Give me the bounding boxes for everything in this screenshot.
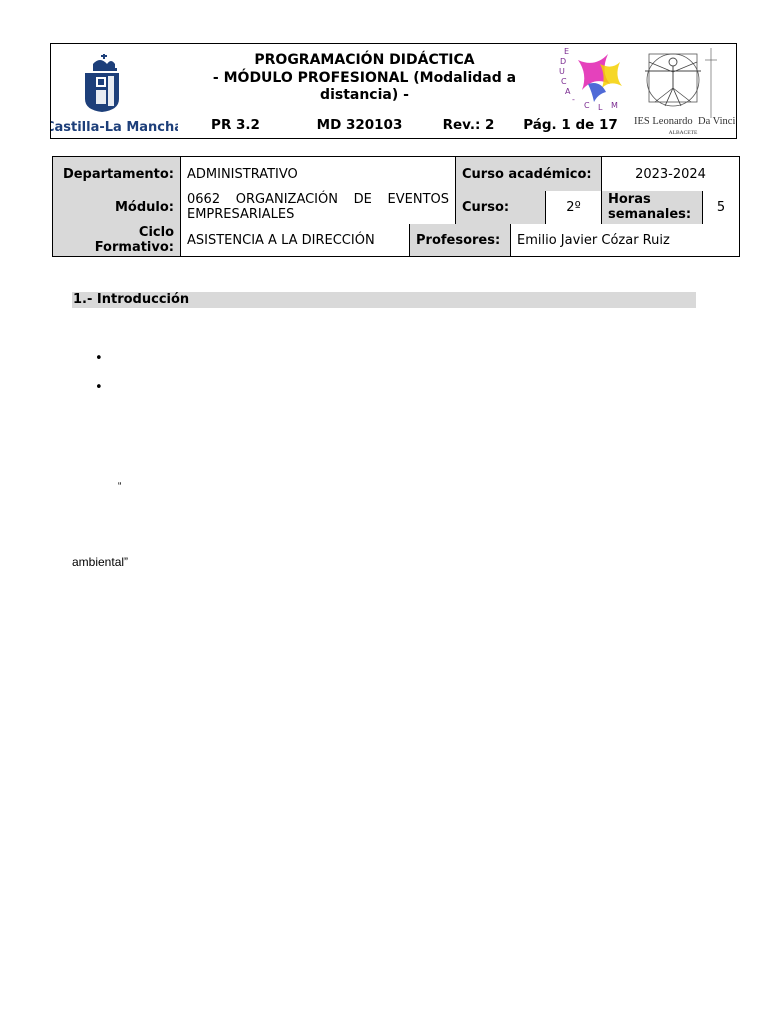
ciclo-label-line-1: Ciclo xyxy=(138,225,174,240)
educa-letter-a: A xyxy=(565,87,571,96)
educa-letter-d: D xyxy=(560,57,567,66)
educa-letter-u: U xyxy=(559,67,565,76)
curso-academico-value: 2023-2024 xyxy=(635,166,706,182)
castilla-la-mancha-text: Castilla-La Mancha xyxy=(51,120,178,135)
educa-letter-dash: - xyxy=(572,95,575,104)
educa-letter-c: C xyxy=(561,77,567,86)
profesores-label: Profesores: xyxy=(410,224,511,256)
title-line-3: distancia) - xyxy=(320,87,409,103)
horas-label-line-2: semanales: xyxy=(608,207,692,222)
modulo-value xyxy=(181,191,456,224)
educa-clm-icon xyxy=(550,44,630,112)
ies-name-part1: IES Leonardo xyxy=(634,116,693,127)
ciclo-formativo-value: ASISTENCIA A LA DIRECCIÓN xyxy=(181,224,410,256)
ciclo-label-line-2: Formativo: xyxy=(94,240,174,255)
curso-label: Curso: xyxy=(456,191,546,224)
departamento-value: ADMINISTRATIVO xyxy=(181,157,456,191)
curso-academico-label: Curso académico: xyxy=(456,157,602,191)
coat-of-arms-icon xyxy=(51,44,178,138)
modulo-value-line-1: 0662 ORGANIZACIÓN DE EVENTOS xyxy=(187,192,449,207)
vitruvian-man-icon xyxy=(631,44,735,138)
castilla-la-mancha-logo xyxy=(51,44,179,138)
modulo-value-line-2: EMPRESARIALES xyxy=(187,207,295,222)
pr-code: PR 3.2 xyxy=(211,117,260,133)
revision: Rev.: 2 xyxy=(442,117,495,133)
ies-leonardo-da-vinci-logo xyxy=(631,44,736,138)
bullet-1: • xyxy=(95,351,103,366)
section-heading-introduccion: 1.- Introducción xyxy=(72,292,696,308)
educa-clm-logo xyxy=(550,44,631,113)
ies-city: ALBACETE xyxy=(668,130,698,136)
page-number: Pág. 1 de 17 xyxy=(523,117,618,133)
horas-semanales-label xyxy=(602,191,703,224)
ciclo-formativo-label xyxy=(53,224,181,256)
educa-letter-e: E xyxy=(564,47,570,56)
ambiental-text: ambiental” xyxy=(72,555,129,569)
curso-value: 2º xyxy=(546,191,602,224)
profesores-value: Emilio Javier Cózar Ruiz xyxy=(517,232,670,248)
bullet-2: • xyxy=(95,380,103,395)
md-code: MD 320103 xyxy=(316,117,403,133)
educa-letter-c2: C xyxy=(584,101,590,110)
document-header xyxy=(50,43,737,139)
title-line-1: PROGRAMACIÓN DIDÁCTICA xyxy=(254,52,475,68)
modulo-label: Módulo: xyxy=(53,191,181,224)
document-title xyxy=(179,44,550,113)
ies-name-part2: Da Vinci xyxy=(698,116,735,127)
horas-label-line-1: Horas xyxy=(608,192,651,207)
course-info-table xyxy=(52,156,740,257)
educa-letter-m: M xyxy=(611,101,618,110)
departamento-label: Departamento: xyxy=(53,157,181,191)
open-quote: “ xyxy=(118,481,122,492)
title-line-2: - MÓDULO PROFESIONAL (Modalidad a xyxy=(212,69,517,86)
horas-semanales-value: 5 xyxy=(716,200,726,215)
educa-letter-l: L xyxy=(598,103,603,112)
